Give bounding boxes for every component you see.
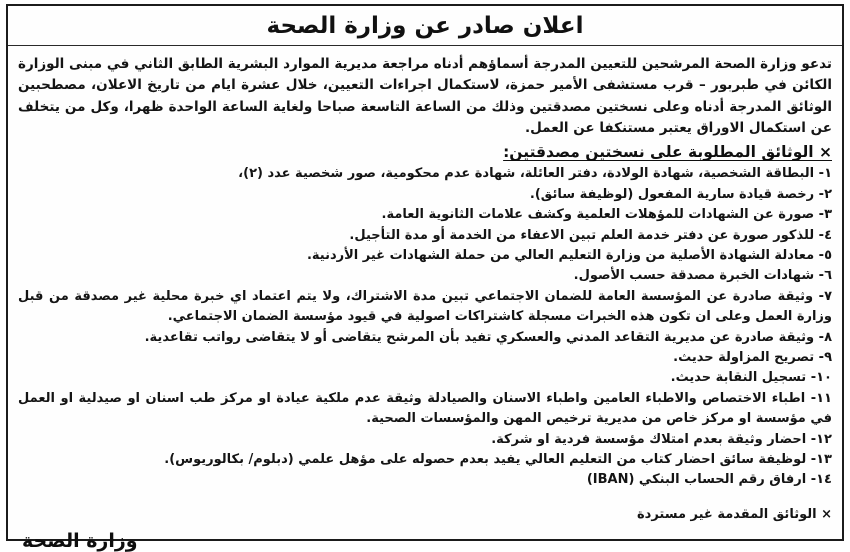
required-documents-list [18, 164, 832, 491]
list-item: ١- البطاقة الشخصية، شهادة الولادة، دفتر العائلة، شهادة عدم محكومية، صور شخصية عدد (٢)، [238, 166, 832, 182]
document-frame [6, 4, 844, 552]
list-item: ٤- للذكور صورة عن دفتر خدمة العلم تبين الاعفاء من الخدمة أو مدة التأجيل. [349, 227, 832, 243]
list-item: ٧- وثيقة صادرة عن المؤسسة العامة للضمان الاجتماعي تبين مدة الاشتراك، ولا يتم اعتماد اي خبرة محلية غير مصدقة من قبل وزارة العمل وعلى ان تكون هذه الخبرات مسجلة كاشتراكات اصولية في قيود مؤسسة الضمان الاجتماعي. [18, 288, 832, 325]
list-item: ١٤- ارفاق رقم الحساب البنكي (IBAN) [586, 472, 832, 488]
ministry-signature: وزارة الصحة [22, 529, 138, 552]
title-bar [8, 6, 842, 46]
list-item: ٩- تصريح المزاولة حديث. [673, 349, 832, 365]
list-item: ١٠- تسجيل النقابة حديث. [670, 370, 832, 386]
list-item: ٨- وثيقة صادرة عن مديرية التقاعد المدني والعسكري تفيد بأن المرشح يتقاضى أو لا يتقاضى رواتب تقاعدية. [144, 329, 832, 345]
document-body [8, 46, 842, 552]
list-item: ١١- اطباء الاختصاص والاطباء العامين واطباء الاسنان والصيادلة وثيقة عدم ملكية عيادة او مركز طب اسنان او صيدلية او العمل في مؤسسة او مركز خاص من مديرية ترخيص المهن والمؤسسات الصحية. [18, 390, 832, 427]
footer-note: × الوثائق المقدمة غير مستردة [637, 506, 832, 522]
page-title: اعلان صادر عن وزارة الصحة [266, 13, 584, 39]
list-item: ٢- رخصة قيادة سارية المفعول (لوظيفة سائق). [529, 186, 832, 202]
required-documents-heading: × الوثائق المطلوبة على نسختين مصدقتين: [503, 143, 832, 162]
list-item: ٣- صورة عن الشهادات للمؤهلات العلمية وكشف علامات الثانوية العامة. [381, 207, 832, 223]
list-item: ١٣- لوظيفة سائق احضار كتاب من التعليم العالي يفيد بعدم حصوله على مؤهل علمي (دبلوم/ بكالوريوس). [164, 452, 832, 467]
intro-paragraph: تدعو وزارة الصحة المرشحين للتعيين المدرجة أسماؤهم أدناه مراجعة مديرية الموارد البشرية الطابق الثاني في مبنى الوزارة الكائن في طبربور – قرب مستشفى الأمير حمزة، لاستكمال اجراءات التعيين، خلال عشرة ايام من تاريخ الاعلان، مصطحبين الوثائق المدرجة أدناه وعلى نسختين مصدقتين وذلك من الساعة التاسعة صباحا ولغاية الساعة الواحدة ظهرا، وكل من يتخلف عن استكمال الاوراق يعتبر مستنكفا عن العمل. [18, 56, 832, 136]
list-item: ١٢- احضار وثيقة بعدم امتلاك مؤسسة فردية او شركة. [491, 431, 832, 447]
list-item: ٦- شهادات الخبرة مصدقة حسب الأصول. [573, 268, 832, 284]
list-item: ٥- معادلة الشهادة الأصلية من وزارة التعليم العالي من حملة الشهادات غير الأردنية. [306, 247, 832, 263]
